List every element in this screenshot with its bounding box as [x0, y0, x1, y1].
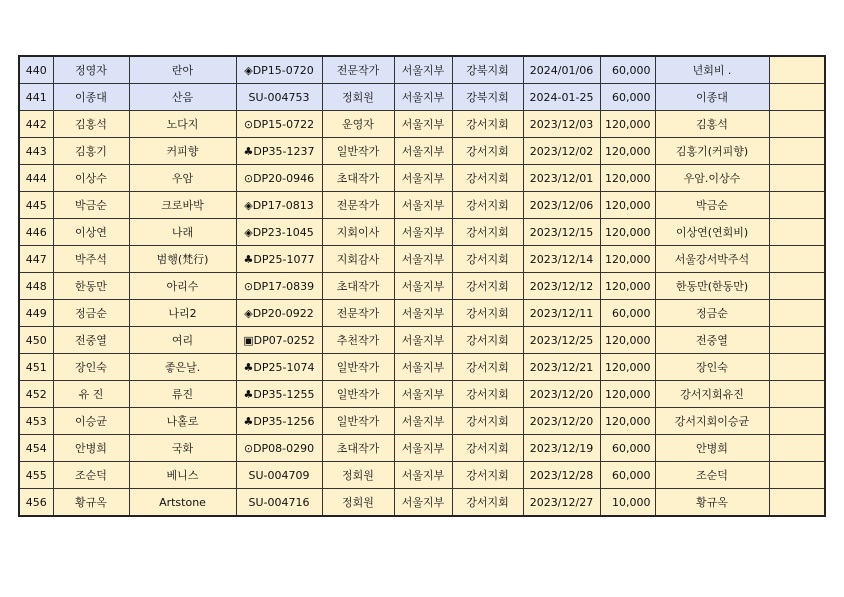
table-body [19, 56, 825, 516]
amount-cell: 120,000 [600, 354, 655, 381]
sub-branch-cell: 강서지회 [452, 273, 523, 300]
member-name-cell: 유 진 [53, 381, 129, 408]
amount-cell: 60,000 [600, 300, 655, 327]
amount-cell: 60,000 [600, 435, 655, 462]
member-grade-cell: 초대작가 [322, 435, 394, 462]
row-number-cell: 453 [19, 408, 53, 435]
row-number-cell: 450 [19, 327, 53, 354]
amount-cell: 120,000 [600, 138, 655, 165]
branch-cell: 서울지부 [394, 300, 452, 327]
member-code-cell: ▣DP07-0252 [236, 327, 322, 354]
depositor-note-cell: 황규옥 [655, 489, 769, 517]
member-code-cell: SU-004709 [236, 462, 322, 489]
branch-cell: 서울지부 [394, 435, 452, 462]
payment-date-cell: 2023/12/03 [523, 111, 600, 138]
table-row [19, 165, 825, 192]
member-grade-cell: 정회원 [322, 462, 394, 489]
amount-cell: 120,000 [600, 408, 655, 435]
payment-date-cell: 2023/12/11 [523, 300, 600, 327]
branch-cell: 서울지부 [394, 111, 452, 138]
depositor-note-cell: 김홍석 [655, 111, 769, 138]
member-name-cell: 이종대 [53, 84, 129, 111]
table-row [19, 408, 825, 435]
member-name-cell: 전중열 [53, 327, 129, 354]
table-row [19, 489, 825, 517]
amount-cell: 10,000 [600, 489, 655, 517]
member-grade-cell: 정회원 [322, 84, 394, 111]
extra-cell [769, 56, 825, 84]
member-grade-cell: 일반작가 [322, 381, 394, 408]
payment-date-cell: 2023/12/01 [523, 165, 600, 192]
amount-cell: 120,000 [600, 219, 655, 246]
member-code-cell: ♣DP25-1077 [236, 246, 322, 273]
member-code-cell: ♣DP35-1256 [236, 408, 322, 435]
amount-cell: 120,000 [600, 381, 655, 408]
depositor-note-cell: 우암.이상수 [655, 165, 769, 192]
extra-cell [769, 354, 825, 381]
branch-cell: 서울지부 [394, 489, 452, 517]
row-number-cell: 454 [19, 435, 53, 462]
branch-cell: 서울지부 [394, 246, 452, 273]
extra-cell [769, 381, 825, 408]
row-number-cell: 446 [19, 219, 53, 246]
sub-branch-cell: 강서지회 [452, 219, 523, 246]
member-code-cell: ♣DP25-1074 [236, 354, 322, 381]
sub-branch-cell: 강서지회 [452, 408, 523, 435]
pen-name-cell: 크로바박 [129, 192, 236, 219]
row-number-cell: 442 [19, 111, 53, 138]
pen-name-cell: 커피향 [129, 138, 236, 165]
pen-name-cell: 란아 [129, 56, 236, 84]
depositor-note-cell: 조순덕 [655, 462, 769, 489]
member-grade-cell: 추천작가 [322, 327, 394, 354]
row-number-cell: 456 [19, 489, 53, 517]
table-row [19, 192, 825, 219]
branch-cell: 서울지부 [394, 165, 452, 192]
member-grade-cell: 지회이사 [322, 219, 394, 246]
amount-cell: 120,000 [600, 246, 655, 273]
payment-date-cell: 2023/12/12 [523, 273, 600, 300]
sub-branch-cell: 강북지회 [452, 56, 523, 84]
member-code-cell: ♣DP35-1255 [236, 381, 322, 408]
amount-cell: 120,000 [600, 111, 655, 138]
depositor-note-cell: 박금순 [655, 192, 769, 219]
payment-date-cell: 2024/01/06 [523, 56, 600, 84]
member-grade-cell: 운영자 [322, 111, 394, 138]
branch-cell: 서울지부 [394, 408, 452, 435]
member-code-cell: ◈DP20-0922 [236, 300, 322, 327]
payment-date-cell: 2023/12/14 [523, 246, 600, 273]
payment-date-cell: 2023/12/06 [523, 192, 600, 219]
pen-name-cell: 나래 [129, 219, 236, 246]
pen-name-cell: 베니스 [129, 462, 236, 489]
extra-cell [769, 327, 825, 354]
depositor-note-cell: 강서지회유진 [655, 381, 769, 408]
member-grade-cell: 일반작가 [322, 138, 394, 165]
member-grade-cell: 일반작가 [322, 354, 394, 381]
sub-branch-cell: 강서지회 [452, 165, 523, 192]
table-row [19, 219, 825, 246]
member-name-cell: 김홍기 [53, 138, 129, 165]
depositor-note-cell: 이상연(연회비) [655, 219, 769, 246]
amount-cell: 120,000 [600, 327, 655, 354]
member-name-cell: 황규옥 [53, 489, 129, 517]
extra-cell [769, 84, 825, 111]
extra-cell [769, 462, 825, 489]
table-row [19, 435, 825, 462]
member-code-cell: SU-004753 [236, 84, 322, 111]
amount-cell: 120,000 [600, 192, 655, 219]
extra-cell [769, 111, 825, 138]
membership-fee-table [18, 55, 826, 517]
table-row [19, 327, 825, 354]
sub-branch-cell: 강서지회 [452, 192, 523, 219]
member-grade-cell: 정회원 [322, 489, 394, 517]
member-name-cell: 박금순 [53, 192, 129, 219]
member-name-cell: 안병희 [53, 435, 129, 462]
member-code-cell: ◈DP17-0813 [236, 192, 322, 219]
depositor-note-cell: 한동만(한동만) [655, 273, 769, 300]
depositor-note-cell: 서울강서박주석 [655, 246, 769, 273]
member-code-cell: ◈DP15-0720 [236, 56, 322, 84]
row-number-cell: 455 [19, 462, 53, 489]
sub-branch-cell: 강서지회 [452, 489, 523, 517]
depositor-note-cell: 년회비 . [655, 56, 769, 84]
member-grade-cell: 전문작가 [322, 192, 394, 219]
payment-date-cell: 2023/12/25 [523, 327, 600, 354]
table-row [19, 246, 825, 273]
member-name-cell: 장인숙 [53, 354, 129, 381]
row-number-cell: 448 [19, 273, 53, 300]
sub-branch-cell: 강서지회 [452, 138, 523, 165]
extra-cell [769, 408, 825, 435]
member-grade-cell: 전문작가 [322, 300, 394, 327]
branch-cell: 서울지부 [394, 84, 452, 111]
pen-name-cell: 국화 [129, 435, 236, 462]
pen-name-cell: 산음 [129, 84, 236, 111]
sub-branch-cell: 강서지회 [452, 327, 523, 354]
table-row [19, 381, 825, 408]
member-code-cell: ♣DP35-1237 [236, 138, 322, 165]
member-code-cell: ◈DP23-1045 [236, 219, 322, 246]
member-grade-cell: 초대작가 [322, 165, 394, 192]
extra-cell [769, 192, 825, 219]
member-code-cell: ⊙DP20-0946 [236, 165, 322, 192]
sub-branch-cell: 강서지회 [452, 300, 523, 327]
pen-name-cell: 우암 [129, 165, 236, 192]
branch-cell: 서울지부 [394, 462, 452, 489]
row-number-cell: 441 [19, 84, 53, 111]
member-code-cell: ⊙DP08-0290 [236, 435, 322, 462]
row-number-cell: 447 [19, 246, 53, 273]
depositor-note-cell: 강서지회이승균 [655, 408, 769, 435]
extra-cell [769, 435, 825, 462]
extra-cell [769, 246, 825, 273]
sub-branch-cell: 강서지회 [452, 111, 523, 138]
extra-cell [769, 165, 825, 192]
extra-cell [769, 219, 825, 246]
amount-cell: 60,000 [600, 462, 655, 489]
depositor-note-cell: 김홍기(커피향) [655, 138, 769, 165]
pen-name-cell: 여리 [129, 327, 236, 354]
branch-cell: 서울지부 [394, 219, 452, 246]
pen-name-cell: 나홀로 [129, 408, 236, 435]
table-row [19, 56, 825, 84]
payment-date-cell: 2023/12/21 [523, 354, 600, 381]
payment-date-cell: 2023/12/19 [523, 435, 600, 462]
member-name-cell: 조순덕 [53, 462, 129, 489]
sub-branch-cell: 강서지회 [452, 246, 523, 273]
member-grade-cell: 일반작가 [322, 408, 394, 435]
payment-date-cell: 2023/12/20 [523, 381, 600, 408]
amount-cell: 120,000 [600, 165, 655, 192]
sub-branch-cell: 강서지회 [452, 354, 523, 381]
depositor-note-cell: 안병희 [655, 435, 769, 462]
member-grade-cell: 전문작가 [322, 56, 394, 84]
branch-cell: 서울지부 [394, 327, 452, 354]
member-name-cell: 정영자 [53, 56, 129, 84]
pen-name-cell: 류진 [129, 381, 236, 408]
branch-cell: 서울지부 [394, 273, 452, 300]
row-number-cell: 445 [19, 192, 53, 219]
extra-cell [769, 300, 825, 327]
depositor-note-cell: 전중열 [655, 327, 769, 354]
member-code-cell: ⊙DP17-0839 [236, 273, 322, 300]
row-number-cell: 451 [19, 354, 53, 381]
table-row [19, 84, 825, 111]
member-name-cell: 정금순 [53, 300, 129, 327]
sub-branch-cell: 강서지회 [452, 462, 523, 489]
member-code-cell: ⊙DP15-0722 [236, 111, 322, 138]
depositor-note-cell: 이종대 [655, 84, 769, 111]
extra-cell [769, 138, 825, 165]
table-row [19, 138, 825, 165]
payment-date-cell: 2023/12/15 [523, 219, 600, 246]
member-name-cell: 이승균 [53, 408, 129, 435]
payment-date-cell: 2023/12/27 [523, 489, 600, 517]
extra-cell [769, 273, 825, 300]
depositor-note-cell: 정금순 [655, 300, 769, 327]
member-name-cell: 한동만 [53, 273, 129, 300]
row-number-cell: 440 [19, 56, 53, 84]
table-row [19, 354, 825, 381]
sub-branch-cell: 강서지회 [452, 435, 523, 462]
amount-cell: 60,000 [600, 84, 655, 111]
amount-cell: 60,000 [600, 56, 655, 84]
row-number-cell: 449 [19, 300, 53, 327]
payment-date-cell: 2023/12/28 [523, 462, 600, 489]
member-name-cell: 박주석 [53, 246, 129, 273]
sub-branch-cell: 강서지회 [452, 381, 523, 408]
member-grade-cell: 초대작가 [322, 273, 394, 300]
branch-cell: 서울지부 [394, 192, 452, 219]
payment-date-cell: 2023/12/02 [523, 138, 600, 165]
pen-name-cell: 노다지 [129, 111, 236, 138]
pen-name-cell: 나리2 [129, 300, 236, 327]
pen-name-cell: 아리수 [129, 273, 236, 300]
pen-name-cell: Artstone [129, 489, 236, 517]
payment-date-cell: 2024-01-25 [523, 84, 600, 111]
table-row [19, 111, 825, 138]
member-code-cell: SU-004716 [236, 489, 322, 517]
table-row [19, 273, 825, 300]
branch-cell: 서울지부 [394, 381, 452, 408]
sub-branch-cell: 강북지회 [452, 84, 523, 111]
extra-cell [769, 489, 825, 517]
member-name-cell: 이상연 [53, 219, 129, 246]
branch-cell: 서울지부 [394, 138, 452, 165]
row-number-cell: 452 [19, 381, 53, 408]
branch-cell: 서울지부 [394, 354, 452, 381]
row-number-cell: 443 [19, 138, 53, 165]
member-name-cell: 김홍석 [53, 111, 129, 138]
depositor-note-cell: 장인숙 [655, 354, 769, 381]
table-row [19, 462, 825, 489]
table-row [19, 300, 825, 327]
payment-date-cell: 2023/12/20 [523, 408, 600, 435]
branch-cell: 서울지부 [394, 56, 452, 84]
pen-name-cell: 좋은날. [129, 354, 236, 381]
row-number-cell: 444 [19, 165, 53, 192]
amount-cell: 120,000 [600, 273, 655, 300]
member-grade-cell: 지회감사 [322, 246, 394, 273]
pen-name-cell: 범행(梵行) [129, 246, 236, 273]
member-name-cell: 이상수 [53, 165, 129, 192]
